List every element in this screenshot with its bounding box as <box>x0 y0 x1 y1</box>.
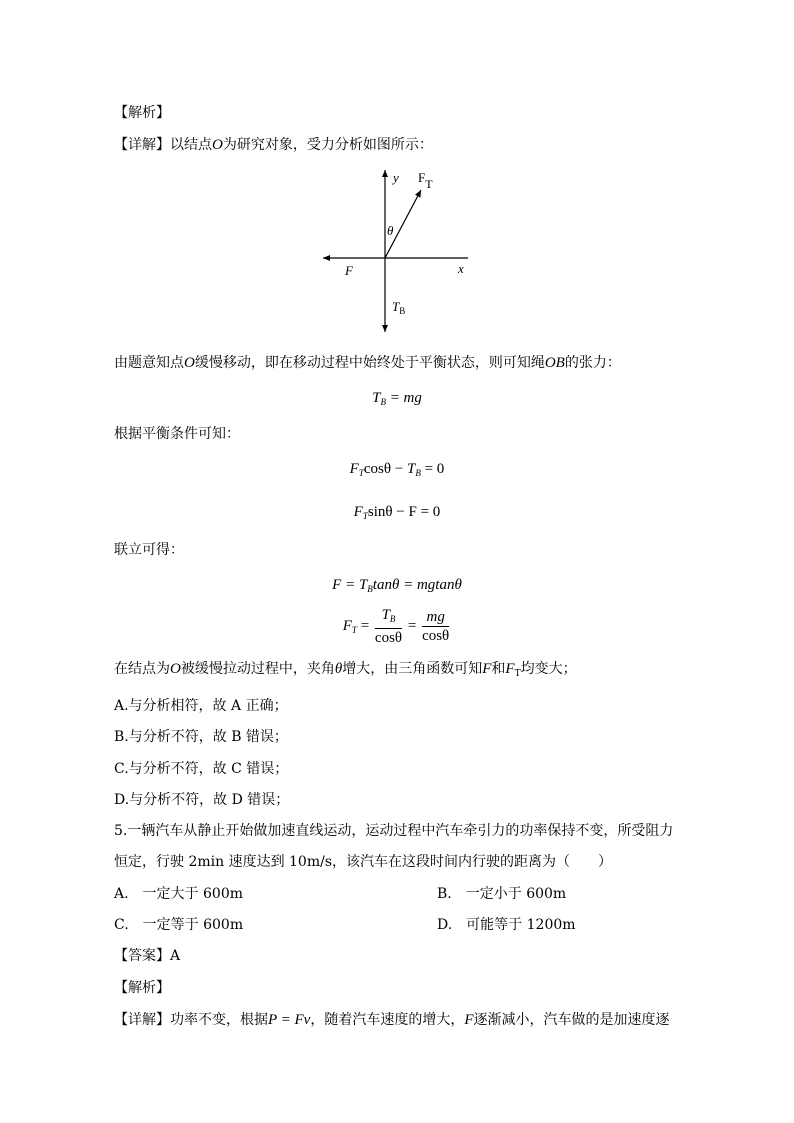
para2-ft: F <box>505 661 515 677</box>
detail-intro <box>114 135 433 155</box>
fraction-2-denominator: cosθ <box>422 628 450 645</box>
detail-2 <box>114 1010 670 1030</box>
question-5-text-1: 5.一辆汽车从静止开始做加速直线运动，运动过程中汽车牵引力的功率保持不变，所受阻力 <box>114 823 674 839</box>
detail-tag: 【详解】 <box>114 137 170 153</box>
balance-intro-text: 根据平衡条件可知： <box>114 426 240 442</box>
balance-intro <box>114 424 240 444</box>
point-o-label: O <box>212 137 223 153</box>
eq2-f: F <box>353 504 363 520</box>
para2-text-b: 被缓慢拉动过程中，夹角 <box>180 661 335 677</box>
eq1-t: T <box>407 461 416 477</box>
answer-text: 【答案】A <box>114 948 181 964</box>
combine-intro-text: 联立可得： <box>114 542 184 558</box>
equation-4 <box>0 606 794 650</box>
analysis-header-2 <box>114 978 170 998</box>
eq-tb-rest: = mg <box>385 390 422 406</box>
detail2-text-b: ，随着汽车速度的增大， <box>310 1012 465 1028</box>
eq4-num1-sub: B <box>389 614 396 625</box>
eq3-t-sub: B <box>367 584 373 594</box>
tb-label-main: T <box>392 299 400 314</box>
ft-label <box>418 170 433 191</box>
para2-text-a: 在结点为 <box>114 661 170 677</box>
equation-1 <box>0 459 794 483</box>
ft-label-sub: T <box>425 177 433 191</box>
paragraph-equilibrium <box>114 353 621 373</box>
power-formula: P = Fv <box>268 1012 311 1028</box>
para2-ft-sub: T <box>514 669 521 679</box>
detail-text-b: 为研究对象，受力分析如图所示： <box>222 137 433 153</box>
eq4-f-sub: T <box>351 625 357 635</box>
eq-tb-t: T <box>372 390 381 406</box>
para1-text-c: 的张力： <box>564 355 621 371</box>
y-axis-label: y <box>393 170 399 185</box>
para1-point-o: O <box>184 355 195 371</box>
eq3-a: F = <box>332 577 359 593</box>
detail2-f: F <box>464 1012 474 1028</box>
judgement-c <box>114 759 288 779</box>
judgement-d <box>114 790 289 810</box>
eq-tb-sub: B <box>380 397 386 407</box>
x-axis-label: x <box>458 261 464 276</box>
option-b-text: B. 一定小于 600m <box>437 886 567 902</box>
eq4-eq2: = <box>407 618 421 634</box>
para1-rope-ob: OB <box>544 355 565 371</box>
eq4-f: F <box>342 618 352 634</box>
judgement-c-text: C.与分析不符，故 C 错误； <box>114 761 289 777</box>
equation-3 <box>0 575 794 599</box>
question-5-line-2 <box>114 852 612 872</box>
theta-label: θ <box>387 223 394 238</box>
eq1-f-sub: T <box>358 468 364 478</box>
option-a-text: A. 一定大于 600m <box>114 886 244 902</box>
ft-label-main: F <box>418 170 426 185</box>
fraction-mg-cos <box>422 608 449 645</box>
eq1-end: = 0 <box>420 461 445 477</box>
option-b <box>437 884 566 904</box>
option-d-text: D. 可能等于 1200m <box>437 917 576 933</box>
option-c <box>114 915 243 935</box>
para2-text-d: 和 <box>491 661 506 677</box>
eq2-mid: sinθ − F = 0 <box>367 504 441 520</box>
eq2-f-sub: T <box>362 511 368 521</box>
equation-2 <box>0 502 794 526</box>
analysis-header-2-text: 【解析】 <box>114 980 170 996</box>
eq3-b: tanθ = mgtanθ <box>372 577 462 593</box>
fraction-1-numerator <box>375 606 402 629</box>
eq4-eq: = <box>356 618 373 634</box>
detail2-text-c: 逐渐减小，汽车做的是加速度逐 <box>473 1012 670 1028</box>
eq1-f: F <box>349 461 359 477</box>
paragraph-conclusion <box>114 659 577 684</box>
answer-line <box>114 946 180 966</box>
eq4-num1: T <box>381 607 390 624</box>
equation-tb <box>0 388 794 412</box>
judgement-d-text: D.与分析不符，故 D 错误； <box>114 792 290 808</box>
fraction-2-numerator: mg <box>422 608 449 627</box>
para1-text-a: 由题意知点 <box>114 355 184 371</box>
force-diagram <box>315 165 485 340</box>
analysis-header-text: 【解析】 <box>114 105 170 121</box>
detail2-text-a: 功率不变，根据 <box>170 1012 268 1028</box>
tb-label-sub: B <box>399 306 406 316</box>
option-d <box>437 915 576 935</box>
tb-label <box>392 299 405 316</box>
eq3-t: T <box>358 577 368 593</box>
eq1-t-sub: B <box>415 468 421 478</box>
analysis-header <box>114 103 170 123</box>
combine-intro <box>114 540 184 560</box>
option-a <box>114 884 243 904</box>
judgement-b <box>114 727 288 747</box>
judgement-b-text: B.与分析不符，故 B 错误； <box>114 729 288 745</box>
para1-text-b: 缓慢移动，即在移动过程中始终处于平衡状态，则可知绳 <box>194 355 545 371</box>
para2-text-e: 均变大； <box>520 661 577 677</box>
para2-point-o: O <box>170 661 181 677</box>
fraction-tb-cos <box>375 606 402 647</box>
f-label: F <box>345 263 353 278</box>
para2-f: F <box>482 661 492 677</box>
para2-theta: θ <box>334 661 343 677</box>
question-5-line-1 <box>114 821 673 841</box>
detail2-tag: 【详解】 <box>114 1012 170 1028</box>
option-c-text: C. 一定等于 600m <box>114 917 244 933</box>
fraction-1-denominator: cosθ <box>374 630 403 647</box>
judgement-a <box>114 696 288 716</box>
detail-text-a: 以结点 <box>170 137 212 153</box>
para2-text-c: 增大，由三角函数可知 <box>342 661 483 677</box>
eq1-mid: cosθ − <box>363 461 407 477</box>
question-5-text-2: 恒定，行驶 2min 速度达到 10m/s，该汽车在这段时间内行驶的距离为（ ） <box>114 854 613 870</box>
judgement-a-text: A.与分析相符，故 A 正确； <box>114 698 288 714</box>
